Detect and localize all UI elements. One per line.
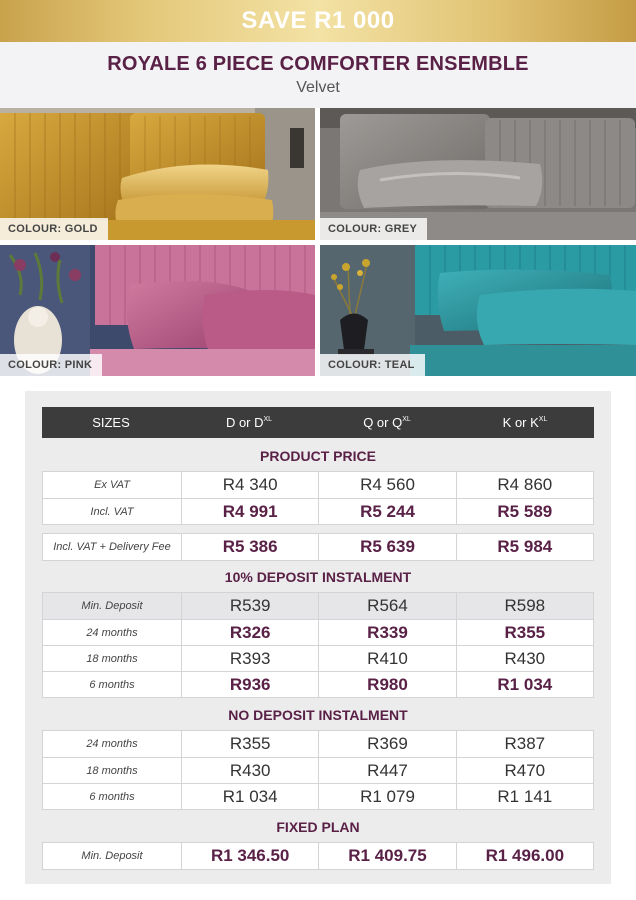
table-row <box>43 783 593 809</box>
price-cell: R1 079 <box>318 784 455 809</box>
fixed-plan-table <box>42 842 594 870</box>
size-king: K or K $^{XL}$ <box>502 415 548 430</box>
price-cell: R4 560 <box>318 472 455 498</box>
product-subtitle: Velvet <box>296 79 340 96</box>
save-banner <box>0 0 636 42</box>
product-title: ROYALE 6 PIECE COMFORTER ENSEMBLE <box>107 53 529 75</box>
photo-grey <box>320 108 636 240</box>
row-label: Min. Deposit <box>81 850 143 862</box>
table-row <box>43 593 593 619</box>
price-cell: R5 386 <box>181 534 318 560</box>
price-cell: R326 <box>181 620 318 645</box>
price-cell: R447 <box>318 758 455 783</box>
caption-pink: COLOUR: PINK <box>0 354 102 376</box>
price-cell: R598 <box>456 593 593 619</box>
price-cell: R1 409.75 <box>318 843 455 869</box>
pricing-panel <box>25 391 611 884</box>
no-deposit-heading: NO DEPOSIT INSTALMENT <box>228 707 408 723</box>
row-label: 18 months <box>86 764 138 777</box>
price-cell: R387 <box>456 731 593 757</box>
price-cell: R5 589 <box>456 499 593 524</box>
price-cell: R5 244 <box>318 499 455 524</box>
row-label: 6 months <box>89 790 135 803</box>
price-cell: R393 <box>181 646 318 671</box>
product-price-heading: PRODUCT PRICE <box>260 448 376 464</box>
table-row <box>43 843 593 869</box>
price-cell: R4 340 <box>181 472 318 498</box>
product-price-table <box>42 471 594 525</box>
price-cell: R1 034 <box>456 672 593 697</box>
row-label: 18 months <box>86 652 138 665</box>
row-label: 24 months <box>86 626 138 639</box>
price-cell: R1 496.00 <box>456 843 593 869</box>
row-label: Min. Deposit <box>43 593 181 619</box>
table-row <box>43 498 593 524</box>
fixed-plan-heading: FIXED PLAN <box>276 819 360 835</box>
table-row <box>43 671 593 697</box>
price-cell: R369 <box>318 731 455 757</box>
size-queen: Q or Q $^{XL}$ <box>363 415 411 430</box>
deposit-table <box>42 592 594 698</box>
price-cell: R1 034 <box>181 784 318 809</box>
price-cell: R980 <box>318 672 455 697</box>
table-row <box>43 731 593 757</box>
row-label: Ex VAT <box>94 479 130 491</box>
deposit-heading: 10% DEPOSIT INSTALMENT <box>224 569 412 585</box>
price-cell: R339 <box>318 620 455 645</box>
row-label: 24 months <box>86 738 138 750</box>
caption-teal: COLOUR: TEAL <box>320 354 425 376</box>
photo-gold <box>0 108 315 240</box>
caption-gold: COLOUR: GOLD <box>0 218 108 240</box>
price-cell: R5 639 <box>318 534 455 560</box>
sizes-header <box>42 407 594 438</box>
table-row <box>43 472 593 498</box>
price-cell: R539 <box>181 593 318 619</box>
price-cell: R4 860 <box>456 472 593 498</box>
product-heading <box>0 42 636 108</box>
price-cell: R936 <box>181 672 318 697</box>
price-cell: R5 984 <box>456 534 593 560</box>
price-cell: R1 141 <box>456 784 593 809</box>
price-cell: R355 <box>456 620 593 645</box>
price-cell: R430 <box>456 646 593 671</box>
price-cell: R564 <box>318 593 455 619</box>
sizes-header-label: SIZES <box>92 415 130 430</box>
price-cell: R470 <box>456 758 593 783</box>
price-cell: R410 <box>318 646 455 671</box>
row-label: Incl. VAT <box>90 505 134 518</box>
table-row <box>43 757 593 783</box>
caption-grey: COLOUR: GREY <box>320 218 427 240</box>
delivery-table <box>42 533 594 561</box>
save-banner-text: SAVE R1 000 <box>241 7 395 34</box>
photo-pink <box>0 245 315 376</box>
price-cell: R430 <box>181 758 318 783</box>
photo-teal <box>320 245 636 376</box>
table-row <box>43 619 593 645</box>
row-label: Incl. VAT + Delivery Fee <box>53 541 171 553</box>
price-cell: R355 <box>181 731 318 757</box>
table-row <box>43 645 593 671</box>
price-cell: R4 991 <box>181 499 318 524</box>
row-label: 6 months <box>89 678 135 691</box>
price-cell: R1 346.50 <box>181 843 318 869</box>
table-row <box>43 534 593 560</box>
no-deposit-table <box>42 730 594 810</box>
size-double: D or D $^{XL}$ <box>225 415 273 430</box>
